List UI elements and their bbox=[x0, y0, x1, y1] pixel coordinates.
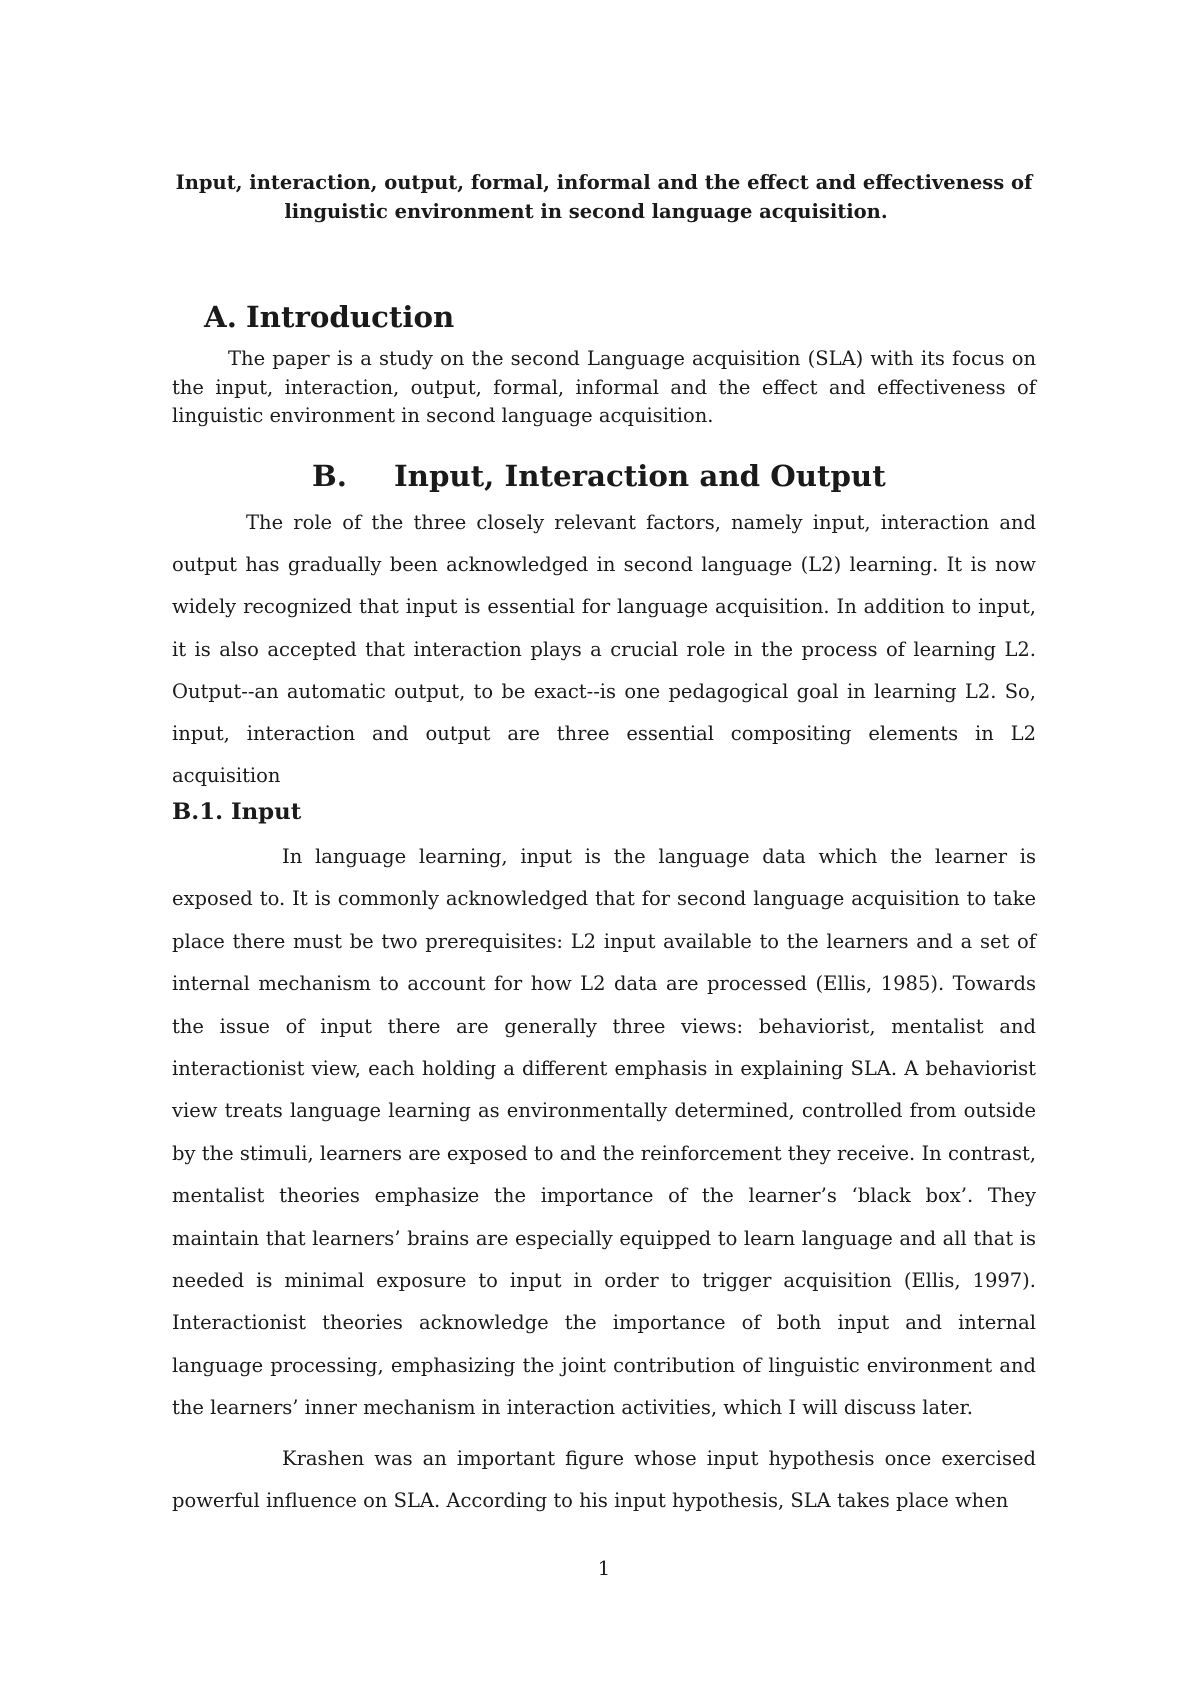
title-line-2: linguistic environment in second language acquisition. bbox=[284, 200, 888, 223]
section-b-title: Input, Interaction and Output bbox=[394, 459, 886, 493]
document-title bbox=[172, 168, 1036, 226]
title-line-1: Input, interaction, output, formal, informal and the effect and effectiveness of bbox=[175, 171, 1033, 194]
input-paragraph: In language learning, input is the language data which the learner is exposed to. It is commonly acknowledged that for second language acquisition to take place there must be two prerequisites: L2 input available to the learners and a set of internal mechanism to account for how L2 data are processed (Ellis, 1985). Towards the issue of input there are generally three views: behaviorist, mentalist and interactionist view, each holding a different emphasis in explaining SLA. A behaviorist view treats language learning as environmentally determined, controlled from outside by the stimuli, learners are exposed to and the reinforcement they receive. In contrast, mentalist theories emphasize the importance of the learner’s ‘black box’. They maintain that learners’ brains are especially equipped to learn language and all that is needed is minimal exposure to input in order to trigger acquisition (Ellis, 1997). Interactionist theories acknowledge the importance of both input and internal language processing, emphasizing the joint contribution of linguistic environment and the learners’ inner mechanism in interaction activities, which I will discuss later. bbox=[172, 845, 1036, 1420]
page-number: 1 bbox=[597, 1557, 611, 1580]
section-a-number: A. bbox=[204, 300, 237, 334]
section-a-heading bbox=[204, 300, 455, 334]
section-b-heading bbox=[312, 459, 886, 493]
krashen-paragraph: Krashen was an important figure whose input hypothesis once exercised powerful influence on SLA. According to his input hypothesis, SLA takes place when bbox=[172, 1447, 1036, 1513]
section-b-number: B. bbox=[312, 459, 347, 493]
input-interaction-output-paragraph: The role of the three closely relevant factors, namely input, interaction and output has gradually been acknowledged in second language (L2) learning. It is now widely recognized that input is essential for language acquisition. In addition to input, it is also accepted that interaction plays a crucial role in the process of learning L2. Output--an automatic output, to be exact--is one pedagogical goal in learning L2. So, input, interaction and output are three essential compositing elements in L2 acquisition bbox=[172, 511, 1036, 788]
introduction-paragraph: The paper is a study on the second Language acquisition (SLA) with its focus on the input, interaction, output, formal, informal and the effect and effectiveness of linguistic environment in second language acquisition. bbox=[172, 347, 1036, 427]
section-a-title: Introduction bbox=[246, 300, 455, 334]
section-b1-heading: B.1. Input bbox=[172, 799, 302, 825]
